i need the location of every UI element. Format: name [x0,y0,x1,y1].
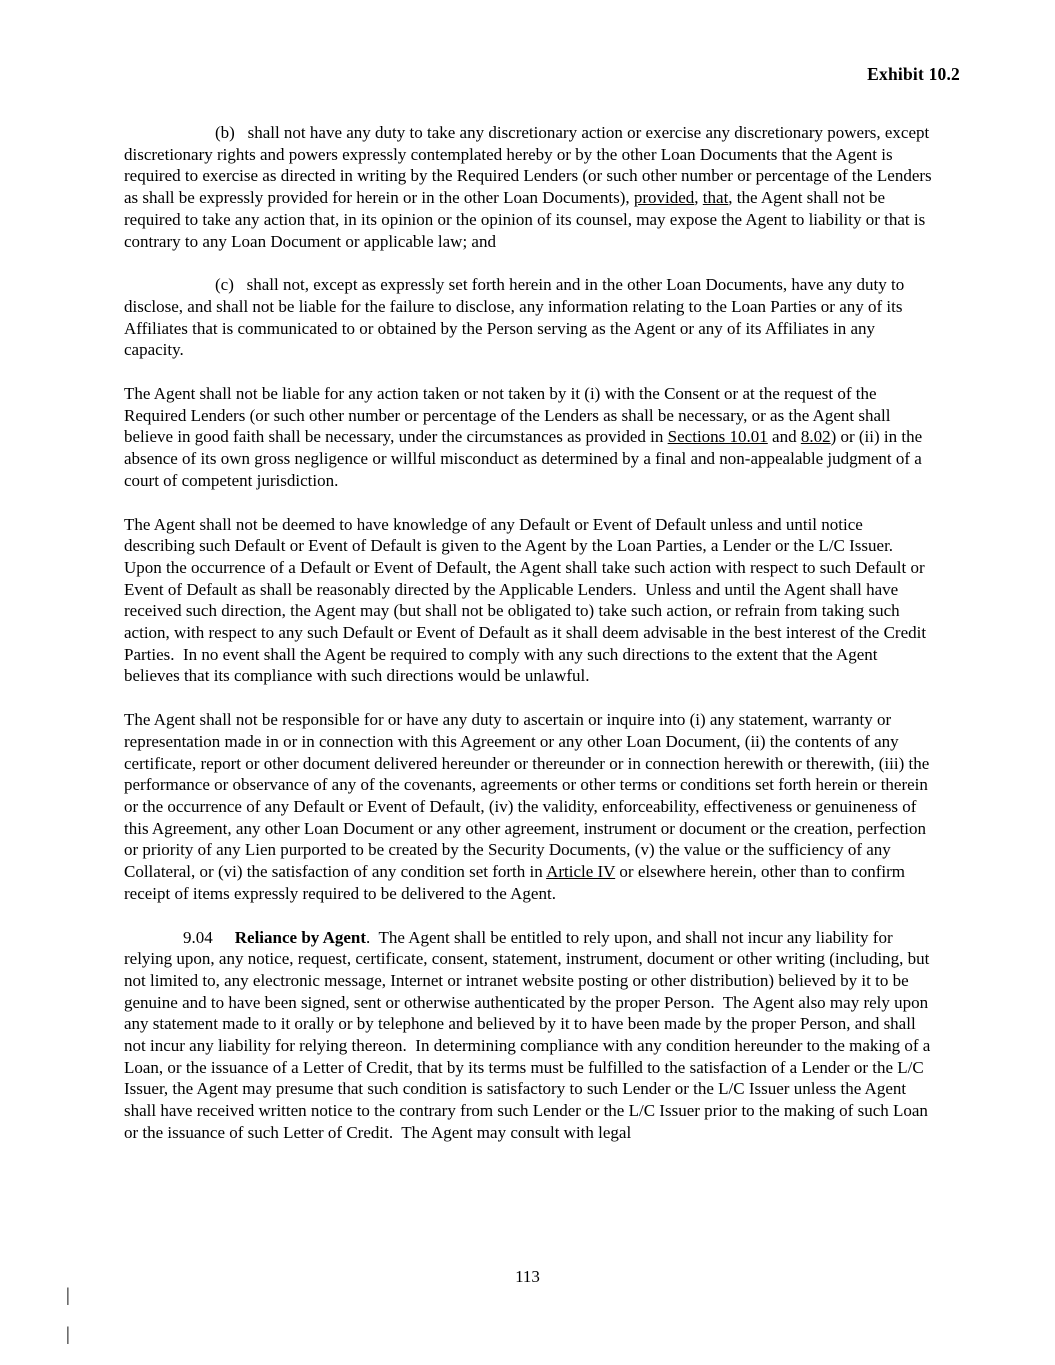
text-run: 9.04 [183,927,213,947]
clause-c [124,274,932,361]
text-run: The Agent shall not be responsible for or have any duty to ascertain or inquire into (i) any statement, warranty or representation made in or in connection with this Agreement or any other Loan Document, (ii) the contents of any certificate, report or other document delivered hereunder or thereunder or in connection herewith or therewith, (iii) the performance or observance of any of the covenants, agreements or other terms or conditions set forth herein or therein or the occurrence of any Default or Event of Default, (iv) the validity, enforceability, effectiveness or genuineness of this Agreement, any other Loan Document or any other agreement, instrument or document or the creation, perfection or priority of any Lien purported to be created by the Security Documents, (v) the value or the sufficiency of any Collateral, or (vi) the satisfaction of any condition set forth in [124,710,930,882]
section-heading: Reliance by Agent [234,927,367,947]
text-run: or elsewhere herein, other than to confirm receipt of items expressly required to be delivered to the Agent. [124,862,905,903]
change-bar-icon: | [66,1324,70,1345]
text-run: , the Agent shall not be required to take any action that, in its opinion or the opinion of its counsel, may expose the Agent to liability or that is contrary to any Loan Document or applicable law; and [124,188,926,251]
cross-reference: provided [633,188,695,208]
clause-b [124,122,932,252]
page-number: 113 [515,1267,540,1286]
cross-reference: that [702,188,729,208]
exhibit-label: Exhibit 10.2 [867,64,960,84]
document-body [124,122,932,1166]
text-run: (b) shall not have any duty to take any discretionary action or exercise any discretionary powers, except discretionary rights and powers expressly contemplated hereby or by the other Loan Documents that the Agent is required to exercise as directed in writing by the Required Lenders (or such other number or percentage of the Lenders as shall be expressly provided for herein or in the other Loan Documents), [124,123,932,208]
text-run: The Agent shall not be liable for any action taken or not taken by it (i) with the Consent or at the request of the Required Lenders (or such other number or percentage of the Lenders as shall be necessary, or as the Agent shall believe in good faith shall be necessary, under the circumstances as provided in [124,384,891,447]
text-run: The Agent shall not be deemed to have knowledge of any Default or Event of Default unless and until notice describing such Default or Event of Default is given to the Agent by the Loan Parties, a Lender or the L/C Issuer. Upon the occurrence of a Default or Event of Default, the Agent shall take such action with respect to such Default or Event of Default as shall be reasonably directed by the Applicable Lenders. Unless and until the Agent shall have received such direction, the Agent may (but shall not be obligated to) take such action, or refrain from taking such action, with respect to any such Default or Event of Default as it shall deem advisable in the best interest of the Credit Parties. In no event shall the Agent be required to comply with any such directions to the extent that the Agent believes that its compliance with such directions would be unlawful. [124,514,927,686]
text-run: (c) shall not, except as expressly set forth herein and in the other Loan Documents, have any duty to disclose, and shall not be liable for the failure to disclose, any information relating to the Loan Parties or any of its Affiliates that is communicated to or obtained by the Person serving as the Agent or any of its Affiliates in any capacity. [124,275,905,360]
text-run: and [767,427,801,447]
agent-knowledge-paragraph [124,514,932,688]
cross-reference: Article IV [546,862,616,882]
cross-reference: Sections 10.01 [667,427,768,447]
section-9-04-paragraph [124,927,932,1144]
agent-liability-paragraph [124,383,932,492]
agent-responsibility-paragraph [124,709,932,904]
text-run: , [694,188,703,208]
change-bar-icon: | [66,1285,70,1306]
text-run: . The Agent shall be entitled to rely upon, and shall not incur any liability for relying upon, any notice, request, certificate, consent, statement, instrument, document or other writing (including, but not limited to, any electronic message, Internet or intranet website posting or other distribution) believed by it to be genuine and to have been signed, sent or otherwise authenticated by the proper Person. The Agent also may rely upon any statement made to it orally or by telephone and believed by it to have been made by the proper Person, and shall not incur any liability for relying thereon. In determining compliance with any condition hereunder to the making of a Loan, or the issuance of a Letter of Credit, that by its terms must be fulfilled to the satisfaction of a Lender or the L/C Issuer, the Agent may presume that such condition is satisfactory to such Lender or the L/C Issuer unless the Agent shall have received written notice to the contrary from such Lender or the L/C Issuer prior to the making of such Loan or the issuance of such Letter of Credit. The Agent may consult with legal [124,927,931,1142]
text-run: ) or (ii) in the absence of its own gross negligence or willful misconduct as determined by a final and non-appealable judgment of a court of competent jurisdiction. [124,427,923,490]
cross-reference: 8.02 [800,427,831,447]
